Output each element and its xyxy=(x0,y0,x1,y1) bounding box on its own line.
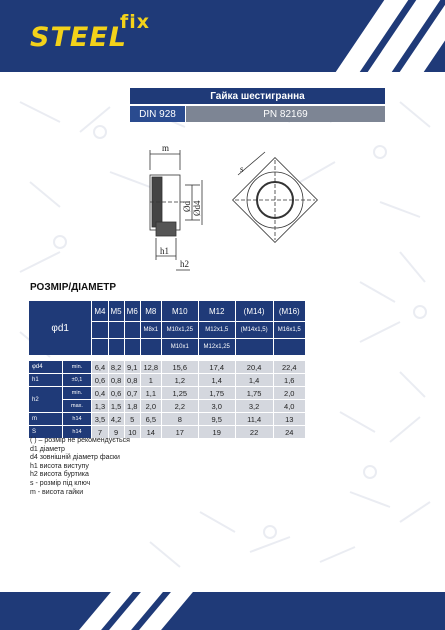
section-title: РОЗМІР/ДІАМЕТР xyxy=(30,282,117,293)
value-cell: 0,7 xyxy=(125,387,140,399)
row-sublabel: h14 xyxy=(63,413,92,425)
fine-thread-cell: M12x1,25 xyxy=(199,339,235,355)
value-cell: 22,4 xyxy=(274,361,305,373)
value-cell: 1 xyxy=(141,374,161,386)
value-cell: 7 xyxy=(92,426,107,438)
row-label: m xyxy=(29,413,62,425)
row-label: h1 xyxy=(29,374,62,386)
value-cell: 3,5 xyxy=(92,413,107,425)
brand-suffix: fix xyxy=(120,11,151,33)
fine-thread-cell xyxy=(125,322,140,338)
value-cell: 1,5 xyxy=(109,400,124,412)
value-cell: 20,4 xyxy=(236,361,273,373)
brand-name: STEEL xyxy=(30,22,127,53)
fine-thread-cell xyxy=(141,339,161,355)
size-header: (M14) xyxy=(236,301,273,321)
row-sublabel: min. xyxy=(63,361,92,373)
product-title: Гайка шестигранна xyxy=(130,88,385,105)
label-h1: h1 xyxy=(160,246,169,256)
fine-thread-cell: (M14x1,5) xyxy=(236,322,273,338)
label-s: s xyxy=(240,164,244,174)
row-sublabel: max. xyxy=(63,400,92,412)
value-cell: 3,2 xyxy=(236,400,273,412)
fine-thread-cell xyxy=(92,339,107,355)
standard-din: DIN 928 xyxy=(130,105,186,122)
value-cell: 3,0 xyxy=(199,400,235,412)
value-cell: 0,8 xyxy=(109,374,124,386)
fine-thread-cell: M12x1,5 xyxy=(199,322,235,338)
row-label: φd4 xyxy=(29,361,62,373)
value-cell: 19 xyxy=(199,426,235,438)
note-line: d1 діаметр xyxy=(30,445,65,453)
fine-thread-cell: M10x1 xyxy=(162,339,198,355)
brand-logo xyxy=(30,11,151,53)
fine-thread-cell xyxy=(109,322,124,338)
note-line: m - висота гайки xyxy=(30,488,84,496)
row-sublabel: h14 xyxy=(63,426,92,438)
value-cell: 22 xyxy=(236,426,273,438)
side-view-collar xyxy=(156,222,176,236)
size-header: M6 xyxy=(125,301,140,321)
note-line: h1 висота виступу xyxy=(30,462,89,470)
value-cell: 15,6 xyxy=(162,361,198,373)
fine-thread-cell: M8x1 xyxy=(141,322,161,338)
value-cell: 1,75 xyxy=(199,387,235,399)
value-cell: 0,6 xyxy=(109,387,124,399)
standard-pn: PN 82169 xyxy=(186,105,386,122)
value-cell: 2,0 xyxy=(141,400,161,412)
fine-thread-cell xyxy=(125,339,140,355)
value-cell: 4,2 xyxy=(109,413,124,425)
header-banner xyxy=(0,0,445,72)
note-line: d4 зовнішній діаметр фаски xyxy=(30,454,120,462)
size-header: (M16) xyxy=(274,301,305,321)
size-header: M8 xyxy=(141,301,161,321)
phi-d1-header: φd1 xyxy=(29,301,91,355)
value-cell: 0,6 xyxy=(92,374,107,386)
note-line: ( ) – розмір не рекомендується xyxy=(30,437,130,444)
value-cell: 17,4 xyxy=(199,361,235,373)
value-cell: 1,2 xyxy=(162,374,198,386)
value-cell: 12,8 xyxy=(141,361,161,373)
value-cell: 1,1 xyxy=(141,387,161,399)
note-line: s - розмір під ключ xyxy=(30,479,91,487)
value-cell: 10 xyxy=(125,426,140,438)
value-cell: 8,2 xyxy=(109,361,124,373)
spec-table xyxy=(28,300,306,439)
fine-thread-cell: M10x1,25 xyxy=(162,322,198,338)
value-cell: 6,5 xyxy=(141,413,161,425)
value-cell: 6,4 xyxy=(92,361,107,373)
value-cell: 4,0 xyxy=(274,400,305,412)
row-label: S xyxy=(29,426,62,438)
value-cell: 1,25 xyxy=(162,387,198,399)
fine-thread-cell xyxy=(109,339,124,355)
footer-banner xyxy=(0,592,445,630)
legend-notes xyxy=(30,437,130,497)
product-title-table xyxy=(130,88,385,122)
size-header: M5 xyxy=(109,301,124,321)
nut-technical-drawing xyxy=(130,140,330,280)
value-cell: 8 xyxy=(162,413,198,425)
value-cell: 24 xyxy=(274,426,305,438)
size-header: M12 xyxy=(199,301,235,321)
value-cell: 1,4 xyxy=(236,374,273,386)
label-m: m xyxy=(162,143,170,153)
row-sublabel: min. xyxy=(63,387,92,399)
fine-thread-cell xyxy=(92,322,107,338)
value-cell: 1,75 xyxy=(236,387,273,399)
value-cell: 9,5 xyxy=(199,413,235,425)
value-cell: 9 xyxy=(109,426,124,438)
value-cell: 2,0 xyxy=(274,387,305,399)
value-cell: 17 xyxy=(162,426,198,438)
row-label: h2 xyxy=(29,387,62,412)
label-h2: h2 xyxy=(180,259,189,269)
value-cell: 9,1 xyxy=(125,361,140,373)
value-cell: 1,6 xyxy=(274,374,305,386)
note-line: h2 висота буртика xyxy=(30,471,89,479)
fine-thread-cell xyxy=(274,339,305,355)
row-sublabel: ±0,1 xyxy=(63,374,92,386)
value-cell: 13 xyxy=(274,413,305,425)
value-cell: 11,4 xyxy=(236,413,273,425)
value-cell: 2,2 xyxy=(162,400,198,412)
value-cell: 5 xyxy=(125,413,140,425)
label-od: Ød xyxy=(182,201,192,212)
fine-thread-cell xyxy=(236,339,273,355)
value-cell: 1,4 xyxy=(199,374,235,386)
size-header: M10 xyxy=(162,301,198,321)
value-cell: 1,3 xyxy=(92,400,107,412)
value-cell: 1,8 xyxy=(125,400,140,412)
fine-thread-cell: M16x1,5 xyxy=(274,322,305,338)
label-od4: Ød4 xyxy=(192,200,202,216)
size-header: M4 xyxy=(92,301,107,321)
value-cell: 0,8 xyxy=(125,374,140,386)
value-cell: 0,4 xyxy=(92,387,107,399)
value-cell: 14 xyxy=(141,426,161,438)
